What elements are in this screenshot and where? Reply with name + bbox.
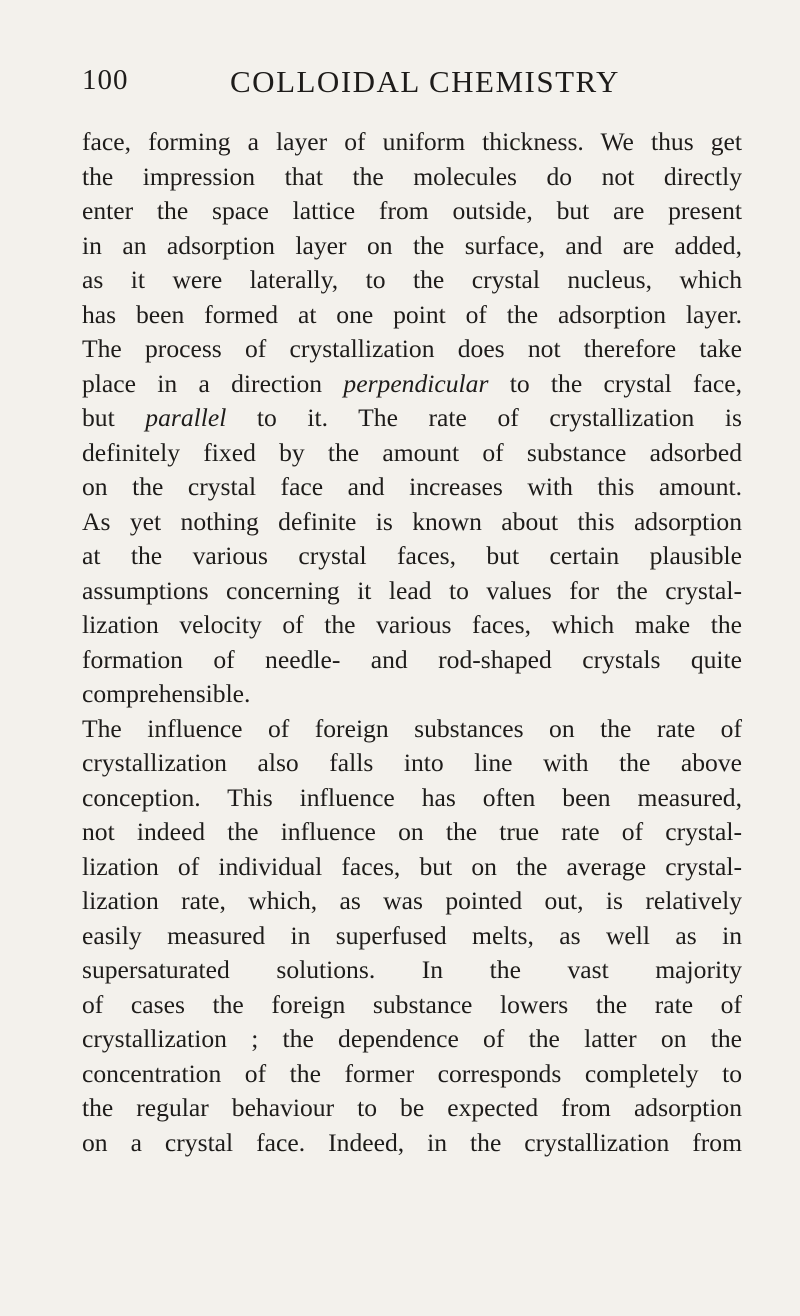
text-line — [82, 574, 742, 609]
text-line — [82, 677, 742, 712]
text-line — [82, 229, 742, 264]
text-segment: but — [82, 403, 146, 432]
text-line — [82, 263, 742, 298]
text-line — [82, 1126, 742, 1161]
text-line — [82, 712, 742, 747]
text-line — [82, 436, 742, 471]
body-text — [82, 125, 742, 1160]
text-segment: lization velocity of the various faces, which make the — [82, 610, 742, 639]
text-line — [82, 746, 742, 781]
text-segment: to the crystal face, — [488, 368, 742, 398]
text-line — [82, 815, 742, 850]
text-line — [82, 539, 742, 574]
text-segment: not indeed the influence on the true rate of crystal- — [82, 817, 742, 846]
text-line — [82, 1091, 742, 1126]
text-segment: conception. This influence has often been measured, — [82, 782, 742, 812]
text-segment: formation of needle- and rod-shaped crystals quite — [82, 644, 742, 674]
text-segment: enter the space lattice from outside, but are present — [82, 196, 742, 225]
text-line — [82, 884, 742, 919]
text-line — [82, 608, 742, 643]
text-segment: the impression that the molecules do not directly — [82, 161, 742, 191]
text-line — [82, 643, 742, 678]
text-line — [82, 160, 742, 195]
text-line — [82, 505, 742, 540]
text-segment: on the crystal face and increases with this amount. — [82, 472, 742, 501]
text-line — [82, 1057, 742, 1092]
text-segment: place in a direction — [82, 368, 344, 398]
text-segment: As yet nothing definite is known about this adsorption — [82, 506, 742, 536]
text-segment: in an adsorption layer on the surface, and are added, — [82, 230, 742, 260]
running-head: COLLOIDAL CHEMISTRY — [230, 64, 620, 99]
text-segment: at the various crystal faces, but certain plausible — [82, 541, 742, 570]
text-segment: concentration of the former corresponds completely to — [82, 1058, 742, 1088]
text-line — [82, 850, 742, 885]
text-line — [82, 988, 742, 1023]
text-segment: the regular behaviour to be expected from adsorption — [82, 1093, 742, 1122]
text-segment: The process of crystallization does not therefore take — [82, 334, 742, 363]
text-line — [82, 919, 742, 954]
text-segment: crystallization also falls into line with the above — [82, 748, 742, 777]
text-line — [82, 367, 742, 402]
text-line — [82, 125, 742, 160]
text-line — [82, 781, 742, 816]
text-segment: crystallization ; the dependence of the latter on the — [82, 1024, 742, 1053]
text-segment: easily measured in superfused melts, as well as in — [82, 920, 742, 950]
page-number: 100 — [82, 64, 129, 96]
text-segment: lization of individual faces, but on the average crystal- — [82, 851, 742, 881]
text-line — [82, 298, 742, 333]
text-segment: lization rate, which, as was pointed out, is relatively — [82, 886, 742, 915]
text-segment: assumptions concerning it lead to values for the crystal- — [82, 575, 742, 605]
text-line — [82, 332, 742, 367]
text-segment: definitely fixed by the amount of substance adsorbed — [82, 437, 742, 467]
text-line — [82, 470, 742, 505]
italic-emphasis: parallel — [145, 403, 227, 432]
page-header — [80, 64, 740, 104]
text-line — [82, 401, 742, 436]
text-line — [82, 953, 742, 988]
text-segment: supersaturated solutions. In the vast majority — [82, 955, 742, 984]
text-line — [82, 194, 742, 229]
text-segment: comprehensible. — [82, 679, 251, 708]
italic-emphasis: perpendicular — [343, 368, 489, 398]
text-line — [82, 1022, 742, 1057]
text-segment: The influence of foreign substances on the rate of — [82, 713, 742, 743]
text-segment: as it were laterally, to the crystal nucleus, which — [82, 265, 742, 294]
text-segment: has been formed at one point of the adsorption layer. — [82, 299, 742, 329]
text-segment: to it. The rate of crystallization is — [226, 403, 742, 432]
text-segment: face, forming a layer of uniform thickness. We thus get — [82, 127, 742, 156]
text-segment: of cases the foreign substance lowers the rate of — [82, 989, 742, 1019]
text-segment: on a crystal face. Indeed, in the crystallization from — [82, 1127, 742, 1157]
